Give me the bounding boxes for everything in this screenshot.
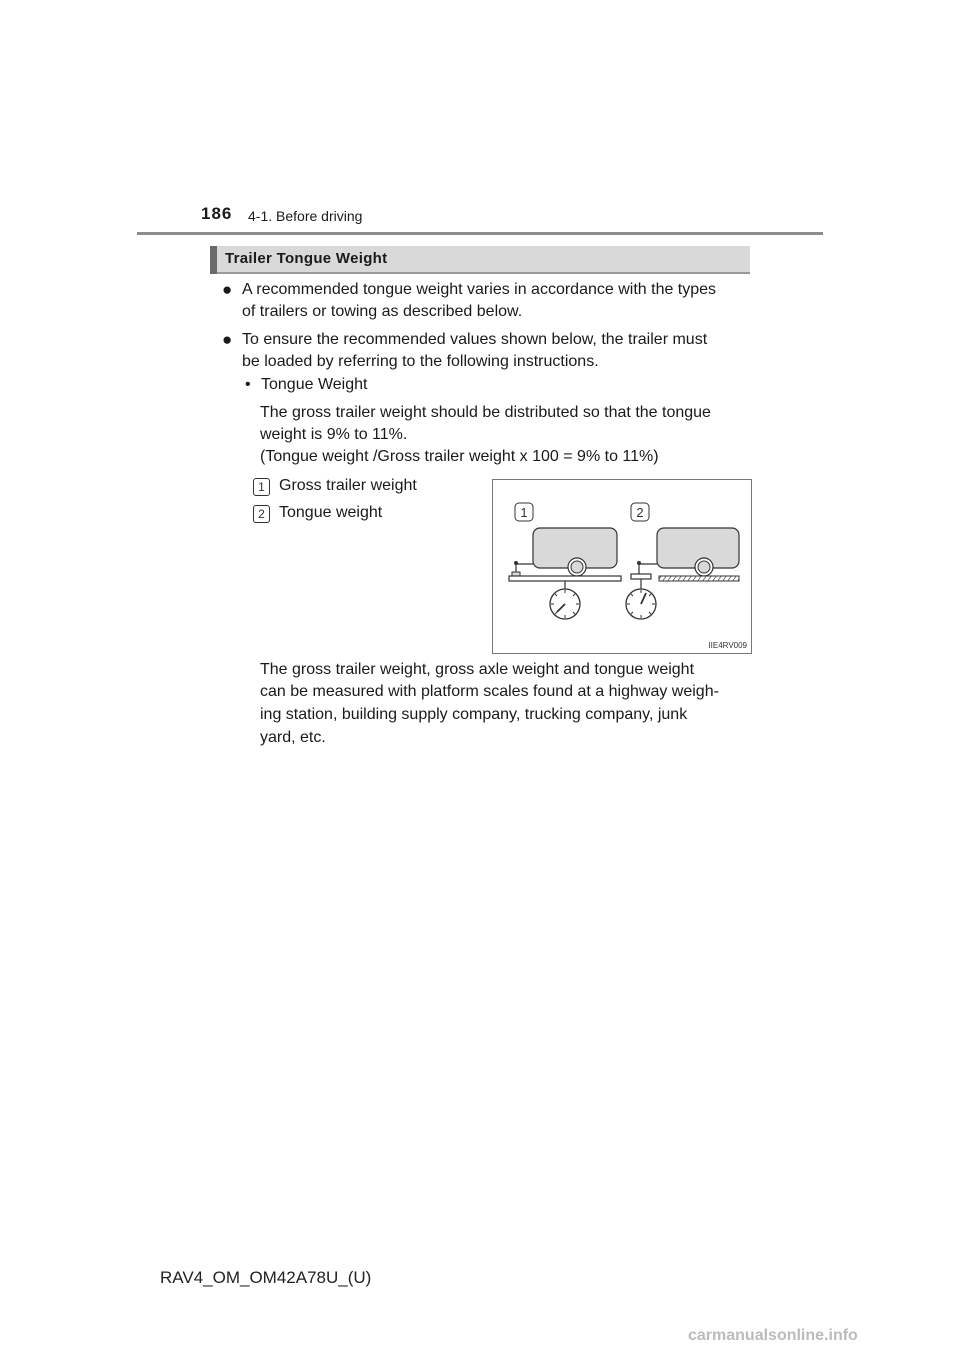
section-title: Trailer Tongue Weight: [225, 250, 388, 267]
figure-code: IIE4RV009: [708, 641, 747, 650]
tongue-on-scale-icon: [626, 528, 739, 619]
bullet-text-line: To ensure the recommended values shown below, the trailer must: [242, 331, 708, 348]
callout-number-2: 2: [253, 505, 270, 523]
section-heading: [210, 246, 750, 274]
bullet-text-line: of trailers or towing as described below.: [242, 303, 523, 320]
trailer-weight-illustration: [492, 479, 752, 654]
page-number: 186: [201, 204, 233, 223]
sub-item-label: Tongue Weight: [261, 376, 368, 393]
trailer-diagram-svg: [493, 480, 751, 653]
legend-text-gross-trailer-weight: Gross trailer weight: [279, 477, 417, 494]
closing-text-line: ing station, building supply company, trucking company, junk: [260, 706, 688, 723]
closing-text-line: can be measured with platform scales found at a highway weigh-: [260, 683, 719, 700]
bullet-text-line: A recommended tongue weight varies in accordance with the types: [242, 281, 717, 298]
heading-accent-bar: [210, 246, 217, 274]
sub-bullet-dot: •: [245, 376, 251, 393]
sub-item-body-line: (Tongue weight /Gross trailer weight x 100 = 9% to 11%): [260, 448, 659, 465]
bullet-text-line: be loaded by referring to the following instructions.: [242, 353, 599, 370]
figure-callout-2-text: 2: [636, 505, 644, 520]
closing-text-line: The gross trailer weight, gross axle weight and tongue weight: [260, 661, 695, 678]
figure-callout-1: [515, 503, 533, 521]
figure-callout-1-text: 1: [520, 505, 528, 520]
section-label: 4-1. Before driving: [248, 208, 363, 224]
document-code: RAV4_OM_OM42A78U_(U): [160, 1268, 372, 1287]
header-rule: [137, 232, 823, 235]
bullet-dot-icon: ●: [222, 330, 233, 349]
sub-item-body-line: weight is 9% to 11%.: [260, 426, 408, 443]
watermark: carmanualsonline.info: [688, 1327, 858, 1344]
legend-text-tongue-weight: Tongue weight: [279, 504, 383, 521]
trailer-on-scale-icon: [509, 528, 621, 619]
sub-item-body-line: The gross trailer weight should be distributed so that the tongue: [260, 404, 711, 421]
figure-callout-2: [631, 503, 649, 521]
callout-number-1: 1: [253, 478, 270, 496]
closing-text-line: yard, etc.: [260, 729, 326, 746]
bullet-dot-icon: ●: [222, 280, 233, 299]
